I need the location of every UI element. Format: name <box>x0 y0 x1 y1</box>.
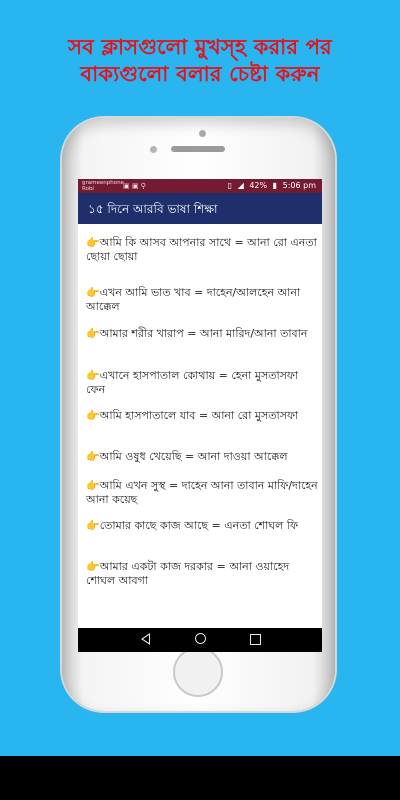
recents-icon[interactable] <box>250 634 261 645</box>
bottom-black-bar <box>0 756 400 800</box>
pointing-hand-icon: 👉 <box>86 560 100 573</box>
list-item-text: আমি ওষুধ খেয়েছি = আনা দাওয়া আক্কেল <box>99 450 288 463</box>
list-item-text: এখন আমি ভাত খাব = দাহেন/আলহেন আনা আক্কেল <box>86 286 301 313</box>
status-bar <box>78 179 322 193</box>
status-right <box>225 181 316 190</box>
list-item[interactable] <box>86 519 318 533</box>
notification-icons: ▣ ▣ ⚲ <box>123 182 146 190</box>
carrier-labels <box>82 180 124 192</box>
clock: 5:06 pm <box>282 181 316 190</box>
list-item[interactable] <box>86 450 318 464</box>
home-icon[interactable] <box>195 633 206 644</box>
app-title: ১৫ দিনে আরবি ভাষা শিক্ষা <box>88 202 218 216</box>
pointing-hand-icon: 👉 <box>86 286 100 299</box>
pointing-hand-icon: 👉 <box>86 236 100 249</box>
battery-icon: ▮ <box>272 181 278 190</box>
list-item-text: তোমার কাছে কাজ আছে = এনতা শোঘল ফি <box>99 519 298 532</box>
promo-heading <box>0 34 400 88</box>
pointing-hand-icon: 👉 <box>86 519 100 532</box>
phone-home-button <box>173 647 223 697</box>
list-item-text: আমি কি আসব আপনার সাথে = আনা রো এনতা ছোয়া ছোয়া <box>86 236 317 263</box>
carrier-2: Robi <box>82 186 94 192</box>
list-item[interactable] <box>86 327 318 341</box>
mute-icon: ▯ <box>227 181 233 190</box>
signal-icon: ◢ <box>237 181 244 190</box>
list-item-text: আমার একটা কাজ দরকার = আনা ওয়াহেদ শোঘল আবগা <box>86 560 290 587</box>
list-item-text: আমার শরীর খারাপ = আনা মারিদ/আনা তাবান <box>99 327 308 340</box>
battery-percent: 42% <box>249 181 268 190</box>
phone-screen <box>78 179 322 652</box>
list-item-text: এখানে হাসপাতাল কোথায় = হেনা মুসতাসফা ফেন <box>86 369 299 396</box>
pointing-hand-icon: 👉 <box>86 409 100 422</box>
promo-line-1: সব ক্লাসগুলো মুখস্হ করার পর <box>68 35 332 59</box>
phone-camera <box>199 130 206 137</box>
list-item-text: আমি এখন সুস্থ = দাহেন আনা তাবান মাফি/দাহেন আনা কয়েছ <box>86 479 318 506</box>
pointing-hand-icon: 👉 <box>86 327 100 340</box>
list-item[interactable] <box>86 560 318 588</box>
list-item[interactable] <box>86 409 318 423</box>
list-item[interactable] <box>86 286 318 314</box>
nav-bar <box>78 628 322 652</box>
app-bar <box>78 193 322 224</box>
pointing-hand-icon: 👉 <box>86 450 100 463</box>
promo-line-2: বাক্যগুলো বলার চেষ্টা করুন <box>80 62 320 86</box>
carrier-1: grameenphone <box>82 180 124 186</box>
phone-speaker <box>171 146 225 152</box>
list-item[interactable] <box>86 479 318 507</box>
pointing-hand-icon: 👉 <box>86 479 100 492</box>
list-item[interactable] <box>86 369 318 397</box>
pointing-hand-icon: 👉 <box>86 369 100 382</box>
phrase-list[interactable] <box>78 224 322 626</box>
back-icon[interactable] <box>141 633 150 645</box>
list-item-text: আমি হাসপাতালে যাব = আনা রো মুসতাসফা <box>99 409 299 422</box>
list-item[interactable] <box>86 236 318 264</box>
phone-sensor <box>150 146 157 153</box>
